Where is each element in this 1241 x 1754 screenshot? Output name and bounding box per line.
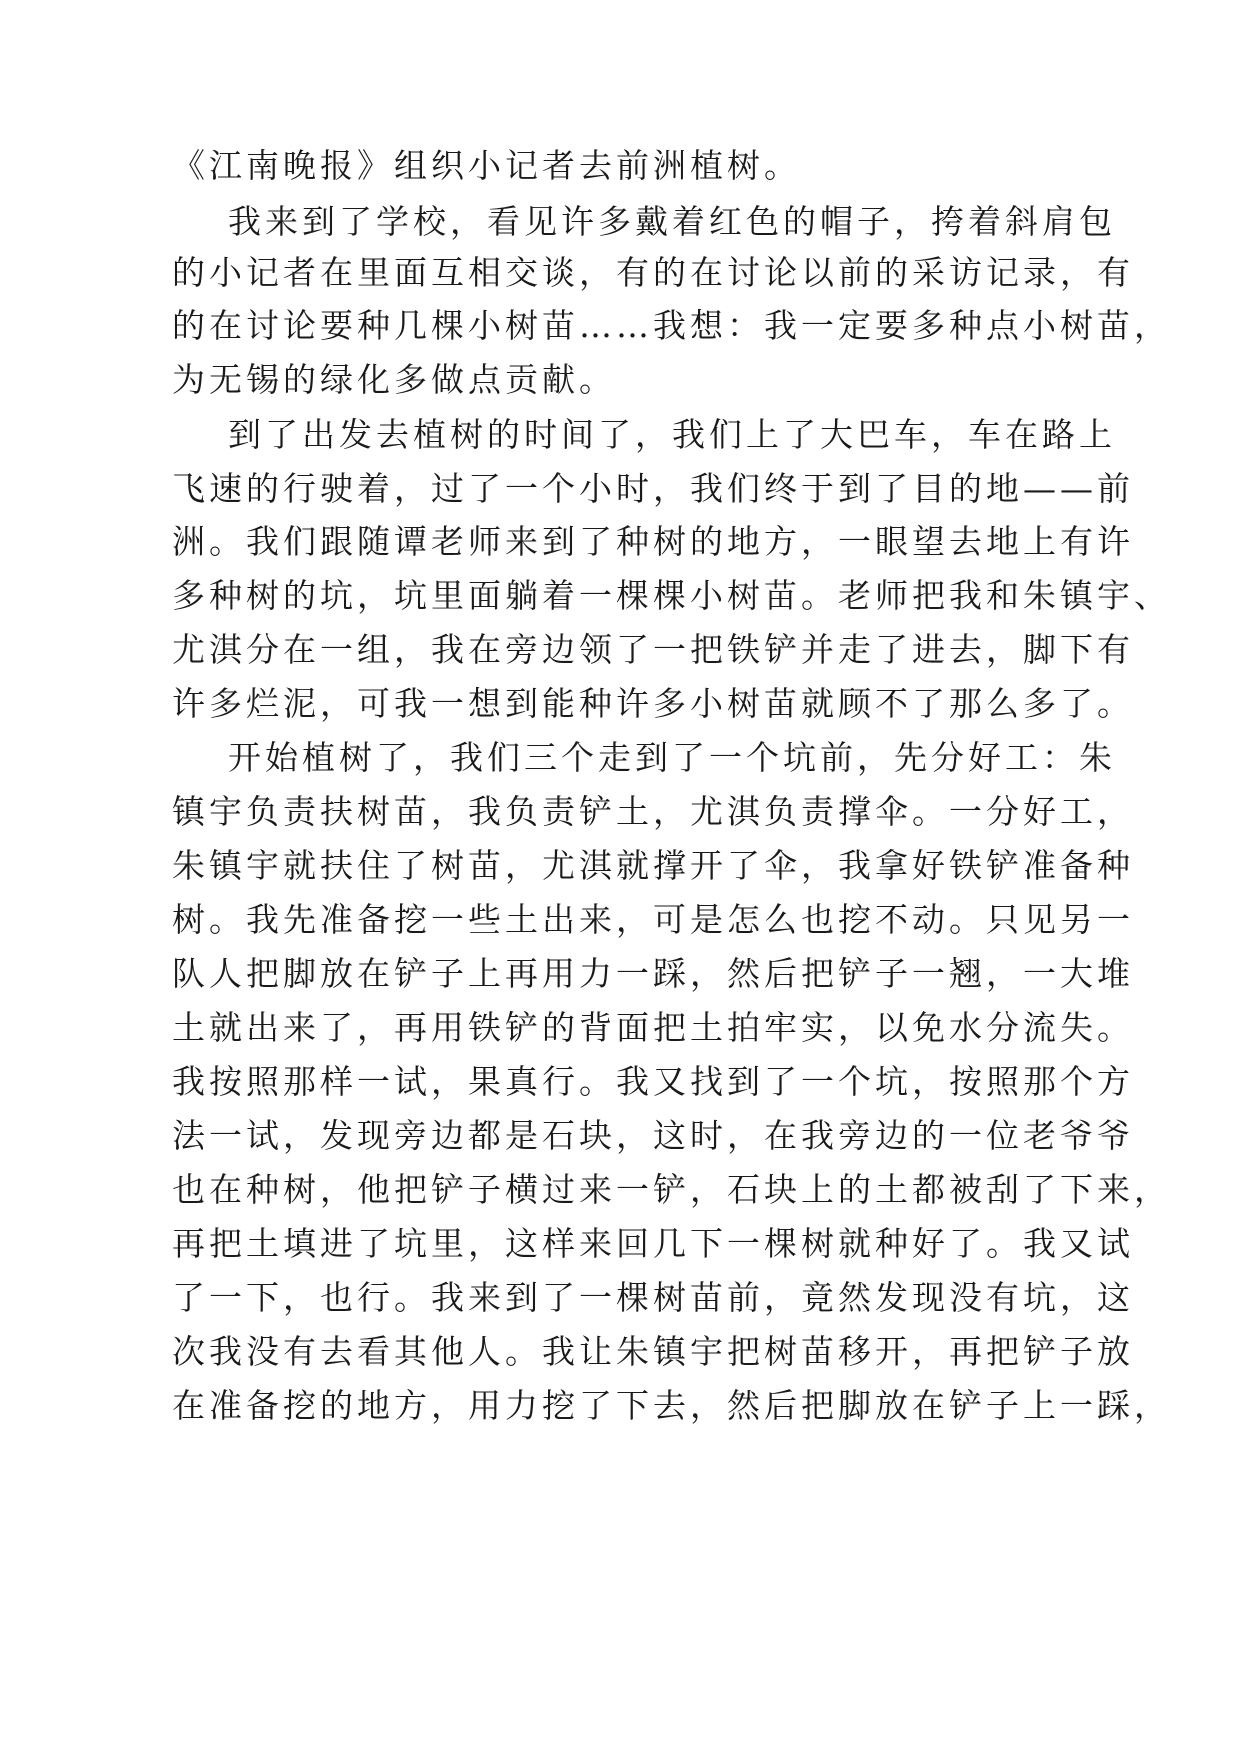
text-line: 也在种树，他把铲子横过来一铲，石块上的土都被刮了下来， bbox=[172, 1170, 1171, 1209]
text-line: 镇宇负责扶树苗，我负责铲土，尤淇负责撑伞。一分好工， bbox=[172, 792, 1134, 831]
text-line: 《江南晚报》组织小记者去前洲植树。 bbox=[172, 146, 801, 185]
text-line: 尤淇分在一组，我在旁边领了一把铁铲并走了进去，脚下有 bbox=[172, 630, 1134, 669]
text-line: 洲。我们跟随谭老师来到了种树的地方，一眼望去地上有许 bbox=[172, 522, 1134, 561]
text-line: 再把土填进了坑里，这样来回几下一棵树就种好了。我又试 bbox=[172, 1224, 1134, 1263]
paragraph-first-line: 开始植树了，我们三个走到了一个坑前，先分好工：朱 bbox=[228, 738, 1116, 777]
text-line: 在准备挖的地方，用力挖了下去，然后把脚放在铲子上一踩， bbox=[172, 1386, 1171, 1425]
text-line: 的小记者在里面互相交谈，有的在讨论以前的采访记录，有 bbox=[172, 253, 1134, 292]
text-line: 土就出来了，再用铁铲的背面把土拍牢实，以免水分流失。 bbox=[172, 1008, 1134, 1047]
text-line: 飞速的行驶着，过了一个小时，我们终于到了目的地——前 bbox=[172, 469, 1134, 508]
text-line: 为无锡的绿化多做点贡献。 bbox=[172, 360, 616, 399]
text-line: 次我没有去看其他人。我让朱镇宇把树苗移开，再把铲子放 bbox=[172, 1332, 1134, 1371]
text-line: 队人把脚放在铲子上再用力一踩，然后把铲子一翘，一大堆 bbox=[172, 954, 1134, 993]
text-line: 我按照那样一试，果真行。我又找到了一个坑，按照那个方 bbox=[172, 1062, 1134, 1101]
paragraph-first-line: 我来到了学校，看见许多戴着红色的帽子，挎着斜肩包 bbox=[228, 202, 1116, 241]
text-line: 树。我先准备挖一些土出来，可是怎么也挖不动。只见另一 bbox=[172, 900, 1134, 939]
text-line: 法一试，发现旁边都是石块，这时，在我旁边的一位老爷爷 bbox=[172, 1116, 1134, 1155]
text-line: 了一下，也行。我来到了一棵树苗前，竟然发现没有坑，这 bbox=[172, 1278, 1134, 1317]
paragraph-first-line: 到了出发去植树的时间了，我们上了大巴车，车在路上 bbox=[228, 415, 1116, 454]
text-line: 多种树的坑，坑里面躺着一棵棵小树苗。老师把我和朱镇宇、 bbox=[172, 576, 1171, 615]
text-line: 的在讨论要种几棵小树苗……我想：我一定要多种点小树苗， bbox=[172, 306, 1171, 345]
text-line: 许多烂泥，可我一想到能种许多小树苗就顾不了那么多了。 bbox=[172, 684, 1134, 723]
text-line: 朱镇宇就扶住了树苗，尤淇就撑开了伞，我拿好铁铲准备种 bbox=[172, 846, 1134, 885]
